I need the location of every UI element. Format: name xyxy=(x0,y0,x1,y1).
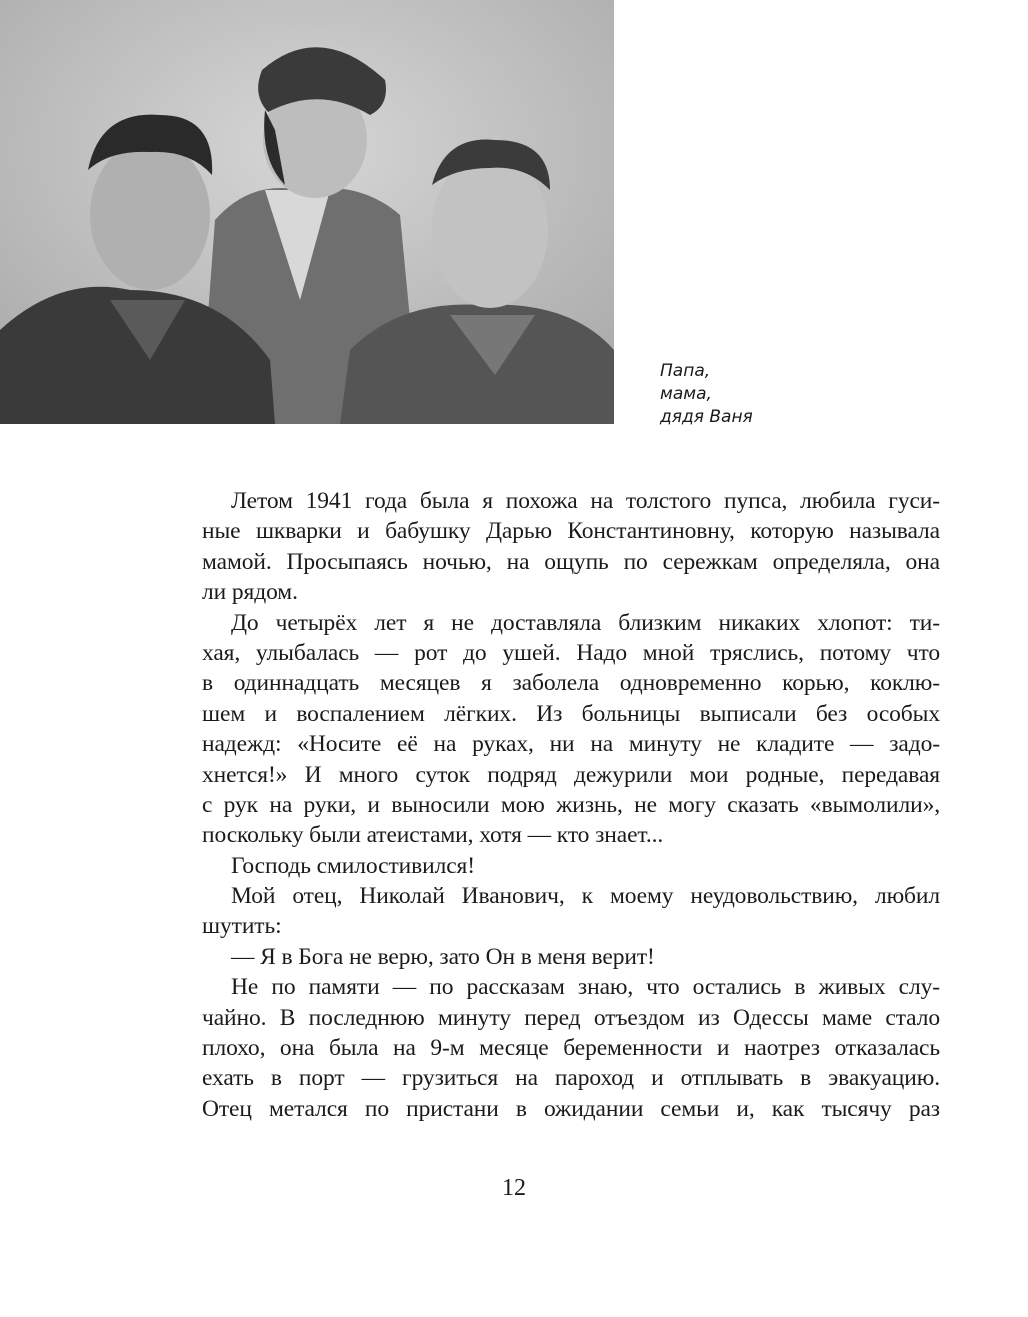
text-line: ли рядом. xyxy=(202,579,298,606)
text-line: — Я в Бога не верю, зато Он в меня верит! xyxy=(231,943,655,970)
text-line: шем и воспалением лёгких. Из больницы выписали без особых xyxy=(202,700,940,727)
text-line: Мой отец, Николай Иванович, к моему неудовольствию, любил xyxy=(231,883,940,910)
text-line: надежд: «Носите её на руках, ни на минуту не кладите — задо- xyxy=(202,731,940,758)
text-line: с рук на руки, и выносили мою жизнь, не могу сказать «вымолили», xyxy=(202,791,940,818)
text-line: До четырёх лет я не доставляла близким никаких хлопот: ти- xyxy=(231,609,940,636)
text-line: ехать в порт — грузиться на пароход и отплывать в эвакуацию. xyxy=(202,1065,940,1092)
text-line: ные шкварки и бабушку Дарью Константиновну, которую называла xyxy=(202,518,940,545)
text-line: Летом 1941 года была я похожа на толстого пупса, любила гуси- xyxy=(231,488,940,514)
text-line: Господь смилостивился! xyxy=(231,852,475,879)
page-number: 12 xyxy=(502,1175,526,1201)
text-line: шутить: xyxy=(202,913,282,940)
photo-caption xyxy=(660,360,820,429)
photo xyxy=(0,0,614,424)
text-line: поскольку были атеистами, хотя — кто знает... xyxy=(202,822,664,849)
caption-line: дядя Ваня xyxy=(660,407,753,427)
caption-line: Папа, xyxy=(660,361,711,381)
body-text xyxy=(202,486,940,1124)
text-line: чайно. В последнюю минуту перед отъездом из Одессы маме стало xyxy=(202,1004,940,1031)
text-line: плохо, она была на 9-м месяце беременности и наотрез отказалась xyxy=(202,1035,940,1062)
text-line: в одиннадцать месяцев я заболела одновременно корью, коклю- xyxy=(202,670,940,697)
text-line: мамой. Просыпаясь ночью, на ощупь по сережкам определяла, она xyxy=(202,548,940,575)
caption-line: мама, xyxy=(660,384,712,404)
text-line: Не по памяти — по рассказам знаю, что остались в живых слу- xyxy=(231,974,940,1001)
text-line: хая, улыбалась — рот до ушей. Надо мной тряслись, потому что xyxy=(202,639,940,666)
text-line: Отец метался по пристани в ожидании семьи и, как тысячу раз xyxy=(202,1095,940,1122)
text-line: хнется!» И много суток подряд дежурили мои родные, передавая xyxy=(202,761,940,788)
